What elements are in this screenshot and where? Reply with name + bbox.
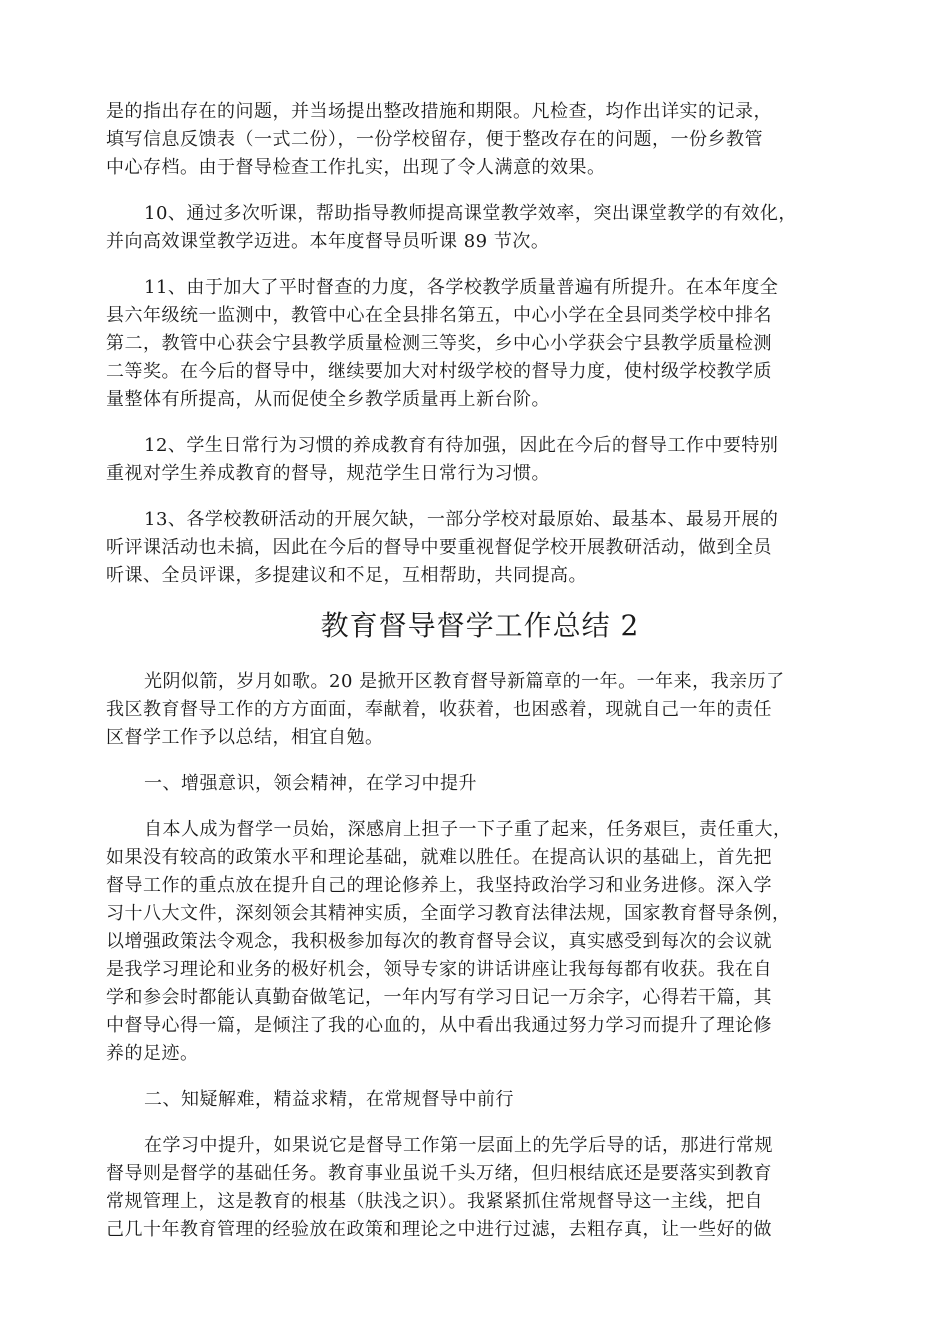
text-line: 自本人成为督学一员始，深感肩上担子一下子重了起来，任务艰巨，责任重大， bbox=[144, 819, 792, 840]
text-line: 区督学工作予以总结，相宜自勉。 bbox=[106, 727, 384, 748]
text-line: 是我学习理论和业务的极好机会，领导专家的讲话讲座让我每每都有收获。我在自 bbox=[106, 959, 772, 980]
text-line: 我区教育督导工作的方方面面，奉献着，收获着，也困惑着，现就自己一年的责任 bbox=[106, 699, 772, 720]
document-page bbox=[106, 98, 854, 1262]
text-line: 第二，教管中心获会宁县教学质量检测三等奖，乡中心小学获会宁县教学质量检测 bbox=[106, 333, 772, 354]
paragraph-top bbox=[106, 98, 854, 182]
subsection-title-1: 一、增强意识，领会精神，在学习中提升 bbox=[144, 773, 477, 794]
paragraph-section-1 bbox=[106, 816, 854, 1068]
text-line: 是的指出存在的问题，并当场提出整改措施和期限。凡检查，均作出详实的记录， bbox=[106, 101, 772, 122]
text-line: 养的足迹。 bbox=[106, 1043, 199, 1064]
text-line: 在学习中提升，如果说它是督导工作第一层面上的先学后导的话，那进行常规 bbox=[144, 1135, 773, 1156]
paragraph-item-13 bbox=[106, 506, 854, 590]
text-line: 并向高效课堂教学迈进。本年度督导员听课 89 节次。 bbox=[106, 231, 550, 252]
text-line: 10、通过多次听课，帮助指导教师提高课堂教学效率，突出课堂教学的有效化， bbox=[144, 203, 797, 224]
text-line: 中督导心得一篇，是倾注了我的心血的，从中看出我通过努力学习而提升了理论修 bbox=[106, 1015, 772, 1036]
text-line: 督导工作的重点放在提升自己的理论修养上，我坚持政治学习和业务进修。深入学 bbox=[106, 875, 772, 896]
text-line: 听评课活动也未搞，因此在今后的督导中要重视督促学校开展教研活动，做到全员 bbox=[106, 537, 772, 558]
text-line: 督导则是督学的基础任务。教育事业虽说千头万绪，但归根结底还是要落实到教育 bbox=[106, 1163, 772, 1184]
text-line: 11、由于加大了平时督查的力度，各学校教学质量普遍有所提升。在本年度全 bbox=[144, 277, 779, 298]
paragraph-intro bbox=[106, 668, 854, 752]
text-line: 二等奖。在今后的督导中，继续要加大对村级学校的督导力度，使村级学校教学质 bbox=[106, 361, 772, 382]
paragraph-section-2 bbox=[106, 1132, 854, 1244]
text-line: 县六年级统一监测中，教管中心在全县排名第五，中心小学在全县同类学校中排名 bbox=[106, 305, 772, 326]
text-line: 量整体有所提高，从而促使全乡教学质量再上新台阶。 bbox=[106, 389, 550, 410]
text-line: 12、学生日常行为习惯的养成教育有待加强，因此在今后的督导工作中要特别 bbox=[144, 435, 779, 456]
text-line: 如果没有较高的政策水平和理论基础，就难以胜任。在提高认识的基础上，首先把 bbox=[106, 847, 772, 868]
subsection-title-2: 二、知疑解难，精益求精，在常规督导中前行 bbox=[144, 1089, 514, 1110]
text-line: 常规管理上，这是教育的根基（肤浅之识）。我紧紧抓住常规督导这一主线，把自 bbox=[106, 1191, 763, 1212]
text-line: 以增强政策法令观念，我积极参加每次的教育督导会议，真实感受到每次的会议就 bbox=[106, 931, 772, 952]
text-line: 习十八大文件，深刻领会其精神实质，全面学习教育法律法规，国家教育督导条例， bbox=[106, 903, 791, 924]
text-line: 学和参会时都能认真勤奋做笔记，一年内写有学习日记一万余字，心得若干篇，其 bbox=[106, 987, 772, 1008]
text-line: 13、各学校教研活动的开展欠缺，一部分学校对最原始、最基本、最易开展的 bbox=[144, 509, 779, 530]
paragraph-item-11 bbox=[106, 274, 854, 414]
text-line: 己几十年教育管理的经验放在政策和理论之中进行过滤，去粗存真，让一些好的做 bbox=[106, 1219, 772, 1240]
section-heading: 教育督导督学工作总结 2 bbox=[320, 609, 640, 642]
text-line: 光阴似箭，岁月如歌。20 是掀开区教育督导新篇章的一年。一年来，我亲历了 bbox=[144, 671, 785, 692]
paragraph-item-10 bbox=[106, 200, 854, 256]
text-line: 重视对学生养成教育的督导，规范学生日常行为习惯。 bbox=[106, 463, 550, 484]
text-line: 填写信息反馈表（一式二份），一份学校留存，便于整改存在的问题，一份乡教管 bbox=[106, 129, 763, 150]
paragraph-item-12 bbox=[106, 432, 854, 488]
text-line: 听课、全员评课，多提建议和不足，互相帮助，共同提高。 bbox=[106, 565, 587, 586]
text-line: 中心存档。由于督导检查工作扎实，出现了令人满意的效果。 bbox=[106, 157, 606, 178]
